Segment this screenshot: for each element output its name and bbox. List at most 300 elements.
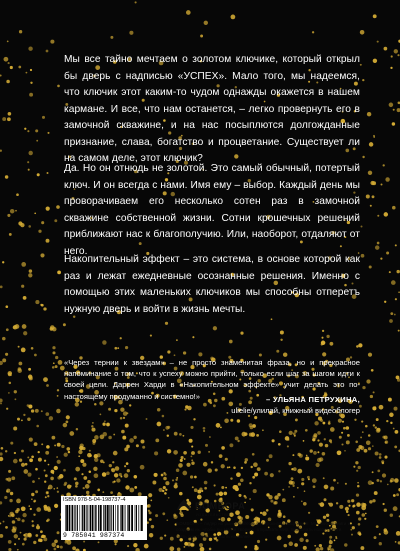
bombora-wave-icon <box>176 498 192 514</box>
gold-dot <box>229 466 231 468</box>
gold-dot <box>390 67 392 69</box>
gold-dot <box>220 427 222 429</box>
gold-dot <box>53 488 55 490</box>
gold-dot <box>44 469 46 471</box>
gold-dot <box>118 492 120 494</box>
gold-dot <box>45 496 47 498</box>
gold-dot <box>106 472 110 476</box>
gold-dot <box>10 66 13 69</box>
gold-dot <box>146 418 148 420</box>
gold-dot <box>86 491 89 494</box>
gold-dot <box>92 439 96 443</box>
gold-dot <box>190 475 193 478</box>
gold-dot <box>119 473 122 476</box>
gold-dot <box>165 489 167 491</box>
gold-dot <box>375 451 379 455</box>
gold-dot <box>25 463 28 466</box>
gold-dot <box>317 458 322 463</box>
gold-dot <box>221 446 225 450</box>
gold-dot <box>172 479 174 481</box>
gold-dot <box>46 445 50 449</box>
gold-dot <box>87 480 91 484</box>
gold-dot <box>208 451 210 453</box>
gold-dot <box>375 426 377 428</box>
gold-dot <box>355 461 358 464</box>
gold-dot <box>299 454 303 458</box>
barcode-bar <box>127 505 128 531</box>
gold-dot <box>237 419 240 422</box>
gold-dot <box>199 543 203 547</box>
gold-dot <box>319 443 323 447</box>
gold-dot <box>333 479 336 482</box>
gold-dot <box>15 210 17 212</box>
gold-dot <box>46 491 49 494</box>
gold-dot <box>269 454 273 458</box>
gold-dot <box>205 444 208 447</box>
gold-dot <box>358 517 361 520</box>
gold-dot <box>5 305 8 308</box>
gold-dot <box>50 477 54 481</box>
gold-dot <box>380 183 382 185</box>
gold-dot <box>305 429 308 432</box>
gold-dot <box>210 402 213 405</box>
gold-dot <box>394 314 396 316</box>
gold-dot <box>362 513 366 517</box>
gold-dot <box>179 433 182 436</box>
gold-dot <box>149 518 152 521</box>
gold-dot <box>312 31 314 33</box>
gold-dot <box>345 483 347 485</box>
gold-dot <box>108 408 111 411</box>
gold-dot <box>40 253 44 257</box>
gold-dot <box>63 469 66 472</box>
gold-dot <box>270 473 274 477</box>
gold-dot <box>374 491 378 495</box>
gold-dot <box>337 450 342 455</box>
gold-dot <box>41 536 43 538</box>
gold-dot <box>174 354 176 356</box>
gold-dot <box>396 531 400 536</box>
gold-dot <box>203 462 208 467</box>
gold-dot <box>163 477 167 481</box>
gold-dot <box>366 379 370 383</box>
gold-dot <box>44 481 46 483</box>
gold-dot <box>114 347 117 350</box>
gold-dot <box>236 472 241 477</box>
gold-dot <box>373 391 375 393</box>
gold-dot <box>15 510 18 513</box>
gold-dot <box>254 473 258 477</box>
gold-dot <box>372 499 375 502</box>
gold-dot <box>10 492 13 495</box>
gold-dot <box>369 142 373 146</box>
gold-dot <box>203 430 205 432</box>
gold-dot <box>200 35 203 38</box>
gold-dot <box>7 117 11 121</box>
gold-dot <box>14 390 17 393</box>
gold-dot <box>191 459 193 461</box>
gold-dot <box>368 447 371 450</box>
gold-dot <box>144 544 149 549</box>
gold-dot <box>34 212 36 214</box>
gold-dot <box>57 389 59 391</box>
gold-dot <box>288 486 290 488</box>
gold-dot <box>395 244 397 246</box>
gold-dot <box>74 477 77 480</box>
gold-dot <box>381 460 384 463</box>
gold-dot <box>377 470 380 473</box>
gold-dot <box>297 487 299 489</box>
gold-dot <box>54 548 57 551</box>
gold-dot <box>0 150 2 152</box>
gold-dot <box>4 57 9 62</box>
gold-dot <box>382 473 386 477</box>
gold-dot <box>29 269 32 272</box>
gold-dot <box>23 469 28 474</box>
gold-dot <box>12 520 16 524</box>
barcode-bar <box>82 505 83 531</box>
gold-dot <box>291 468 293 470</box>
gold-dot <box>190 543 193 546</box>
gold-dot <box>83 487 85 489</box>
gold-dot <box>341 443 343 445</box>
gold-dot <box>54 504 58 508</box>
gold-dot <box>28 151 32 155</box>
gold-dot <box>373 424 375 426</box>
gold-dot <box>177 547 181 551</box>
gold-dot <box>102 472 107 477</box>
gold-dot <box>120 337 122 339</box>
isbn-label: ISBN 978-5-04-198737-4 <box>63 497 126 503</box>
barcode-bar <box>69 505 71 531</box>
gold-dot <box>54 444 56 446</box>
gold-dot <box>133 543 137 547</box>
barcode-bar <box>124 505 125 531</box>
barcode-bar <box>100 505 102 531</box>
gold-dot <box>191 456 193 458</box>
gold-dot <box>47 495 49 497</box>
gold-dot <box>17 549 19 551</box>
gold-dot <box>306 455 308 457</box>
gold-dot <box>66 415 70 419</box>
gold-dot <box>361 254 365 258</box>
gold-dot <box>115 466 120 471</box>
gold-dot <box>48 464 50 466</box>
gold-dot <box>330 342 334 346</box>
gold-dot <box>183 451 187 455</box>
gold-dot <box>395 541 397 543</box>
gold-dot <box>389 271 391 273</box>
gold-dot <box>356 470 358 472</box>
gold-dot <box>191 451 195 455</box>
gold-dot <box>30 508 32 510</box>
gold-dot <box>198 352 202 356</box>
gold-dot <box>391 55 393 57</box>
gold-dot <box>343 427 346 430</box>
gold-dot <box>189 439 193 443</box>
gold-dot <box>372 195 375 198</box>
gold-dot <box>18 221 22 225</box>
gold-dot <box>368 434 371 437</box>
gold-dot <box>253 489 257 493</box>
gold-dot <box>22 543 25 546</box>
barcode-bar <box>77 505 78 531</box>
gold-dot <box>216 423 221 428</box>
gold-dot <box>109 464 112 467</box>
gold-dot <box>45 412 49 416</box>
gold-dot <box>313 433 317 437</box>
gold-dot <box>11 476 15 480</box>
gold-dot <box>379 533 381 535</box>
gold-dot <box>264 472 268 476</box>
gold-dot <box>7 478 11 482</box>
gold-dot <box>56 456 58 458</box>
gold-dot <box>46 50 49 53</box>
gold-dot <box>301 478 304 481</box>
gold-dot <box>124 465 126 467</box>
gold-dot <box>148 493 152 497</box>
publisher-about: БОМБОРА – лидер на рынке полезных и вдохновляющих книг. Мы любим книги и создаем их, чтобы вы могли творить, открывать мир, пробовать новое, расти. Быть счастливыми. Быть на волне. <box>176 521 351 539</box>
gold-dot <box>366 441 371 446</box>
barcode-bar <box>72 505 74 531</box>
gold-dot <box>214 484 216 486</box>
gold-dot <box>47 132 49 134</box>
gold-dot <box>383 164 385 166</box>
barcode-bar <box>92 505 94 531</box>
isbn-digits: 9 785041 987374 <box>63 532 125 539</box>
gold-dot <box>221 486 224 489</box>
gold-dot <box>168 497 170 499</box>
gold-dot <box>388 398 392 402</box>
gold-dot <box>163 486 166 489</box>
gold-dot <box>380 258 382 260</box>
gold-dot <box>10 442 13 445</box>
gold-dot <box>154 451 158 455</box>
gold-dot <box>376 525 379 528</box>
barcode-bar <box>111 505 112 531</box>
gold-dot <box>38 478 40 480</box>
gold-dot <box>125 424 129 428</box>
gold-dot <box>5 450 7 452</box>
gold-dot <box>394 407 398 411</box>
gold-dot <box>134 486 137 489</box>
gold-dot <box>75 485 78 488</box>
gold-dot <box>276 350 279 353</box>
gold-dot <box>126 462 129 465</box>
gold-dot <box>242 432 247 437</box>
gold-dot <box>17 418 20 421</box>
gold-dot <box>337 482 339 484</box>
barcode-bar <box>74 505 75 531</box>
gold-dot <box>114 473 118 477</box>
gold-dot <box>6 80 10 84</box>
gold-dot <box>181 456 184 459</box>
gold-dot <box>193 418 195 420</box>
gold-dot <box>204 21 208 25</box>
gold-dot <box>129 31 133 35</box>
gold-dot <box>26 72 28 74</box>
gold-dot <box>294 430 297 433</box>
gold-dot <box>2 261 4 263</box>
gold-dot <box>38 540 40 542</box>
gold-dot <box>108 436 112 440</box>
gold-dot <box>358 466 361 469</box>
gold-dot <box>6 490 8 492</box>
gold-dot <box>75 467 80 472</box>
gold-dot <box>224 419 229 424</box>
gold-dot <box>28 273 32 277</box>
gold-dot <box>32 520 34 522</box>
gold-dot <box>287 439 289 441</box>
gold-dot <box>294 435 296 437</box>
gold-dot <box>383 503 385 505</box>
gold-dot <box>27 418 30 421</box>
gold-dot <box>113 434 115 436</box>
gold-dot <box>271 318 273 320</box>
gold-dot <box>376 418 379 421</box>
gold-dot <box>287 445 289 447</box>
gold-dot <box>43 537 47 541</box>
paragraph-golden-key: Мы все тайно мечтаем о золотом ключике, который открыл бы дверь с надписью «УСПЕХ». Мало того, мы надеемся, что ключик этот каким-то чудом однажды окажется в нашем кармане. И все, что нам останется, – легко провернуть его в замочной скважине, и на нас посыплются долгожданные признание, слава, богатство и процветание. Существует ли на самом деле, этот ключик? <box>64 54 360 164</box>
gold-dot <box>27 473 31 477</box>
barcode-bar <box>107 505 109 531</box>
gold-dot <box>317 431 321 435</box>
gold-dot <box>305 456 309 460</box>
gold-dot <box>394 446 397 449</box>
gold-dot <box>387 484 389 486</box>
gold-dot <box>100 414 102 416</box>
barcode-bar <box>115 505 116 531</box>
gold-dot <box>31 493 34 496</box>
gold-dot <box>186 10 191 15</box>
gold-dot <box>31 498 33 500</box>
gold-dot <box>360 546 364 550</box>
gold-dot <box>367 112 371 116</box>
gold-dot <box>43 377 48 382</box>
gold-dot <box>48 485 53 490</box>
gold-dot <box>322 422 325 425</box>
gold-dot <box>123 411 128 416</box>
gold-dot <box>63 423 67 427</box>
gold-dot <box>211 461 213 463</box>
gold-dot <box>16 499 21 504</box>
gold-dot <box>204 487 207 490</box>
gold-dot <box>377 41 379 43</box>
gold-dot <box>127 469 130 472</box>
gold-dot <box>255 546 259 550</box>
gold-dot <box>375 245 379 249</box>
gold-dot <box>361 226 363 228</box>
gold-dot <box>63 323 66 326</box>
gold-dot <box>384 530 389 535</box>
gold-dot <box>23 534 25 536</box>
gold-dot <box>176 468 180 472</box>
gold-dot <box>339 436 342 439</box>
barcode-bar <box>96 505 97 531</box>
gold-dot <box>94 454 98 458</box>
gold-dot <box>121 430 125 434</box>
gold-dot <box>376 428 381 433</box>
gold-dot <box>297 469 302 474</box>
gold-dot <box>123 417 125 419</box>
gold-dot <box>238 483 241 486</box>
gold-dot <box>140 465 145 470</box>
gold-dot <box>31 455 34 458</box>
gold-dot <box>52 351 55 354</box>
gold-dot <box>91 428 95 432</box>
gold-dot <box>175 479 177 481</box>
gold-dot <box>303 440 305 442</box>
gold-dot <box>8 540 12 544</box>
gold-dot <box>78 455 80 457</box>
gold-dot <box>344 450 346 452</box>
gold-dot <box>288 462 291 465</box>
gold-dot <box>370 205 372 207</box>
gold-dot <box>13 526 17 530</box>
gold-dot <box>66 421 69 424</box>
gold-dot <box>326 335 329 338</box>
gold-dot <box>319 544 322 547</box>
gold-dot <box>100 435 105 440</box>
gold-dot <box>2 337 6 341</box>
gold-dot <box>231 15 236 20</box>
gold-dot <box>68 451 70 453</box>
gold-dot <box>53 362 55 364</box>
gold-dot <box>21 506 26 511</box>
gold-dot <box>184 458 186 460</box>
gold-dot <box>80 459 84 463</box>
gold-dot <box>36 140 38 142</box>
gold-dot <box>204 481 208 485</box>
gold-dot <box>360 30 365 35</box>
gold-dot <box>373 59 377 63</box>
gold-dot <box>346 440 350 444</box>
gold-dot <box>155 438 159 442</box>
gold-dot <box>157 422 162 427</box>
gold-dot <box>136 444 139 447</box>
gold-dot <box>393 109 395 111</box>
barcode-bar <box>117 505 118 531</box>
gold-dot <box>64 482 67 485</box>
gold-dot <box>192 486 194 488</box>
gold-dot <box>229 340 233 344</box>
gold-dot <box>45 451 49 455</box>
gold-dot <box>235 436 239 440</box>
gold-dot <box>266 459 269 462</box>
gold-dot <box>346 426 350 430</box>
gold-dot <box>35 129 38 132</box>
gold-dot <box>106 423 110 427</box>
gold-dot <box>22 519 25 522</box>
gold-dot <box>192 336 194 338</box>
gold-dot <box>393 494 396 497</box>
gold-dot <box>365 513 367 515</box>
gold-dot <box>322 352 326 356</box>
gold-dot <box>209 436 211 438</box>
gold-dot <box>338 419 342 423</box>
gold-dot <box>24 538 27 541</box>
gold-dot <box>27 161 29 163</box>
gold-dot <box>8 373 11 376</box>
gold-dot <box>180 459 183 462</box>
gold-dot <box>21 420 23 422</box>
gold-dot <box>317 439 319 441</box>
gold-dot <box>14 543 16 545</box>
gold-dot <box>3 521 5 523</box>
gold-dot <box>76 428 78 430</box>
gold-dot <box>102 423 105 426</box>
barcode-bar <box>105 505 106 531</box>
